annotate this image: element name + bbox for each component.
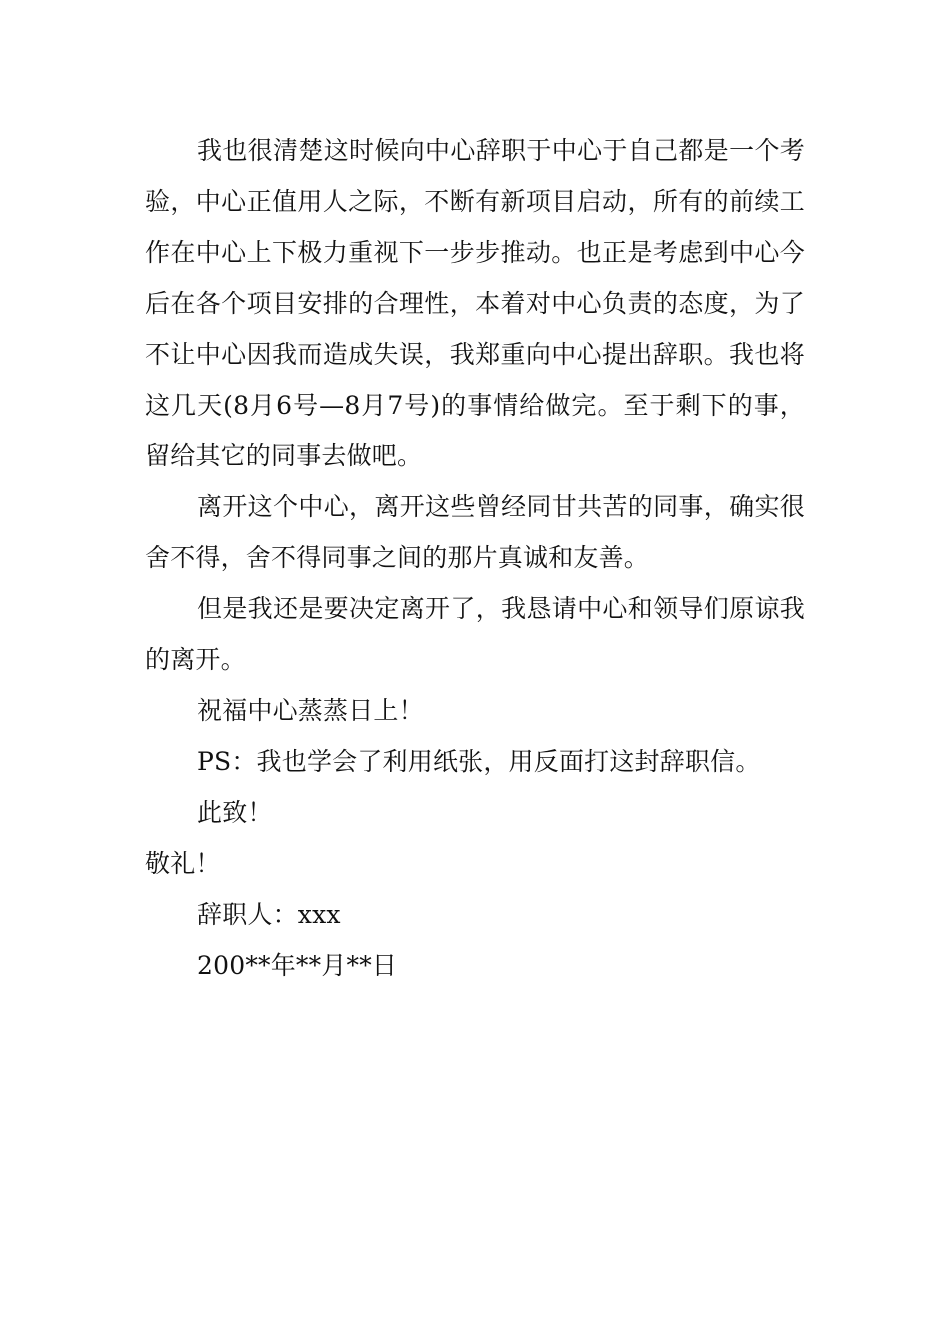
letter-body xyxy=(145,126,805,991)
salute-line: 敬礼！ xyxy=(145,848,221,878)
paragraph-request-forgiveness: 但是我还是要决定离开了，我恳请中心和领导们原谅我的离开。 xyxy=(145,594,805,675)
signature-line: 辞职人：xxx xyxy=(197,899,341,929)
paragraph-resignation-reason: 我也很清楚这时候向中心辞职于中心于自己都是一个考验，中心正值用人之际，不断有新项目启动，所有的前续工作在中心上下极力重视下一步步推动。也正是考虑到中心今后在各个项目安排的合理性，本着对中心负责的态度，为了不让中心因我而造成失误，我郑重向中心提出辞职。我也将这几天(8月6号—8月7号)的事情给做完。至于剩下的事，留给其它的同事去做吧。 xyxy=(145,136,805,471)
closing-line: 此致！ xyxy=(197,797,273,827)
ps-line: PS：我也学会了利用纸张，用反面打这封辞职信。 xyxy=(197,746,761,776)
date-line: 200**年**月**日 xyxy=(197,950,398,980)
blessing-line: 祝福中心蒸蒸日上！ xyxy=(197,695,424,725)
paragraph-farewell-colleagues: 离开这个中心，离开这些曾经同甘共苦的同事，确实很舍不得，舍不得同事之间的那片真诚和友善。 xyxy=(145,492,805,573)
